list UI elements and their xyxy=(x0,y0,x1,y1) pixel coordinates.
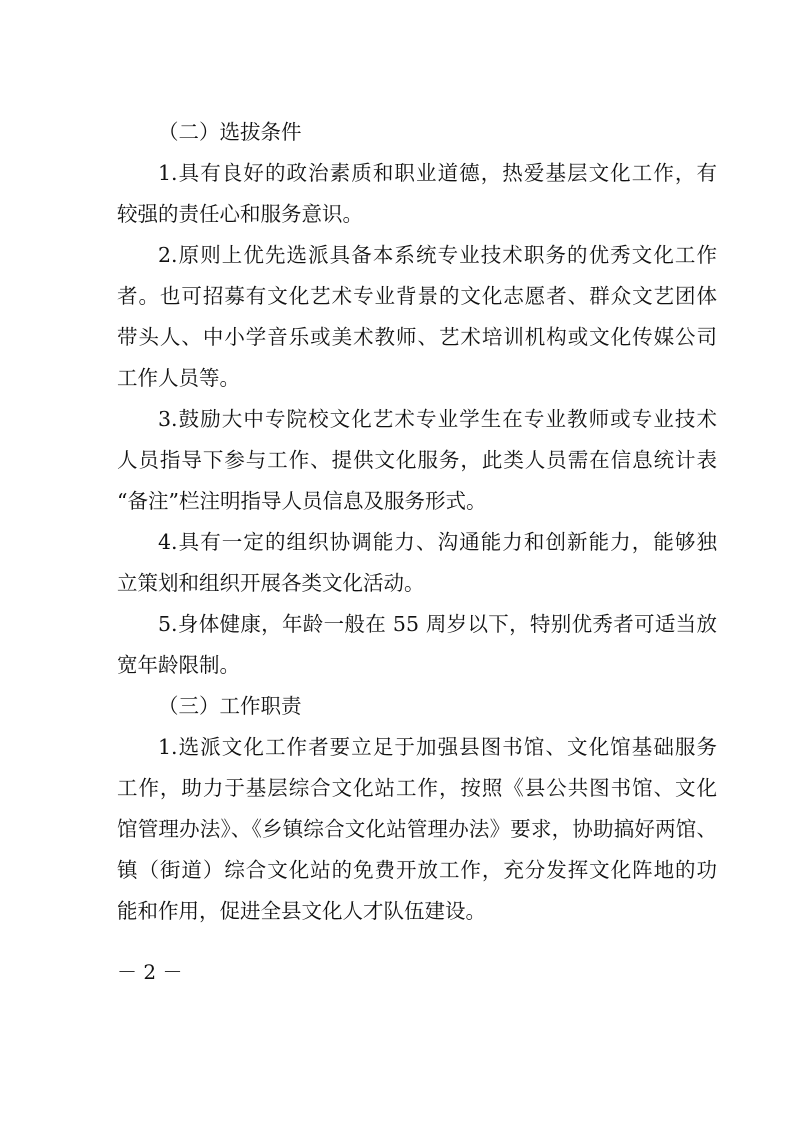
paragraph-line: 立策划和组织开展各类文化活动。 xyxy=(117,571,425,595)
section-heading: （三）工作职责 xyxy=(158,694,302,718)
paragraph-line: 4.具有一定的组织协调能力、沟通能力和创新能力，能够独 xyxy=(158,530,717,554)
paragraph-line: 人员指导下参与工作、提供文化服务，此类人员需在信息统计表 xyxy=(117,448,717,472)
paragraph-line: 5.身体健康，年龄一般在 55 周岁以下，特别优秀者可适当放 xyxy=(158,612,717,636)
paragraph-line: 2.原则上优先选派具备本系统专业技术职务的优秀文化工作 xyxy=(158,243,717,267)
paragraph-line: 者。也可招募有文化艺术专业背景的文化志愿者、群众文艺团体 xyxy=(117,284,717,308)
paragraph-line: 宽年龄限制。 xyxy=(117,653,240,677)
paragraph-line: 工作人员等。 xyxy=(117,366,240,390)
paragraph-line: 馆管理办法》、《乡镇综合文化站管理办法》要求，协助搞好两馆、 xyxy=(117,817,717,841)
page-number: － 2 － xyxy=(117,960,183,984)
paragraph-line: 较强的责任心和服务意识。 xyxy=(117,202,363,226)
paragraph-line: 能和作用，促进全县文化人才队伍建设。 xyxy=(117,899,486,923)
paragraph-line: 1.选派文化工作者要立足于加强县图书馆、文化馆基础服务 xyxy=(158,735,717,759)
paragraph-line: 工作，助力于基层综合文化站工作，按照《县公共图书馆、文化 xyxy=(117,776,717,800)
paragraph-line: “备注”栏注明指导人员信息及服务形式。 xyxy=(117,489,487,513)
section-heading: （二）选拔条件 xyxy=(158,120,302,144)
paragraph-line: 镇（街道）综合文化站的免费开放工作，充分发挥文化阵地的功 xyxy=(117,858,717,882)
paragraph-line: 带头人、中小学音乐或美术教师、艺术培训机构或文化传媒公司 xyxy=(117,325,717,349)
paragraph-line: 3.鼓励大中专院校文化艺术专业学生在专业教师或专业技术 xyxy=(158,407,717,431)
paragraph-line: 1.具有良好的政治素质和职业道德，热爱基层文化工作，有 xyxy=(158,161,717,185)
